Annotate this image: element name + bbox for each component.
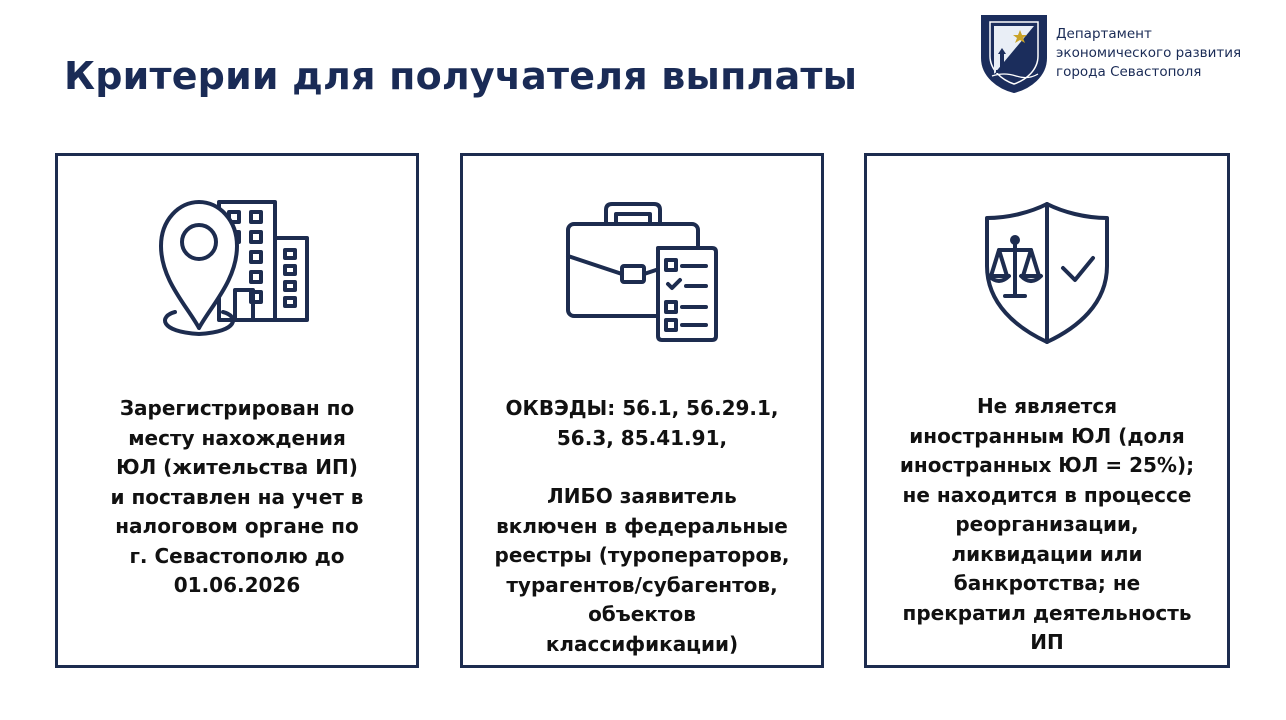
card-text-line: классификации)	[545, 631, 739, 656]
criteria-card-registration	[55, 153, 419, 668]
card-text-line: объектов	[588, 602, 696, 626]
briefcase-checklist-icon	[562, 196, 722, 350]
card-text-line: 56.3, 85.41.91,	[556, 425, 728, 450]
card-text-line: г. Севастополю до	[129, 543, 345, 568]
org-name-line: города Севастополя	[1056, 64, 1202, 80]
paragraph-gap	[475, 453, 809, 482]
card-text-line: включен в федеральные	[496, 513, 788, 538]
card-text-line: ОКВЭДЫ: 56.1, 56.29.1,	[505, 396, 779, 420]
card-text-line: Зарегистрирован по	[119, 396, 355, 420]
card-text-line: ЮЛ (жительства ИП)	[116, 455, 358, 479]
card-text-line: банкротства; не	[953, 571, 1141, 595]
shield-scales-check-icon	[967, 196, 1127, 350]
org-name-line: Департамент	[1056, 26, 1152, 42]
sevastopol-coat-of-arms-icon	[980, 14, 1048, 94]
org-name-line: экономического развития	[1056, 45, 1242, 61]
criteria-card-status	[864, 153, 1230, 668]
location-pin-buildings-icon	[157, 196, 317, 350]
card-text-line: ИП	[1030, 630, 1064, 654]
card-text-line: ЛИБО заявитель	[547, 484, 737, 508]
card-text-line: 01.06.2026	[173, 573, 301, 597]
card-text-line: не находится в процессе	[902, 482, 1192, 507]
card-text-line: прекратил деятельность	[902, 600, 1192, 625]
page-title: Критерии для получателя выплаты	[64, 54, 858, 98]
card-text-line: реорганизации,	[955, 512, 1139, 536]
organization-name	[1056, 25, 1241, 82]
card-text	[70, 394, 404, 601]
card-text-line: месту нахождения	[128, 425, 346, 450]
card-text	[475, 394, 809, 659]
card-text-line: Не является	[976, 394, 1118, 418]
card-text-line: иностранных ЮЛ = 25%);	[899, 453, 1195, 477]
card-text-line: налоговом органе по	[115, 514, 359, 538]
card-text-line: ликвидации или	[951, 541, 1143, 566]
card-text-line: иностранным ЮЛ (доля	[909, 423, 1185, 448]
criteria-card-okved	[460, 153, 824, 668]
card-text-line: турагентов/субагентов,	[506, 572, 778, 597]
card-text-line: реестры (туроператоров,	[494, 543, 790, 567]
card-text-line: и поставлен на учет в	[110, 484, 364, 509]
card-text	[879, 392, 1215, 658]
